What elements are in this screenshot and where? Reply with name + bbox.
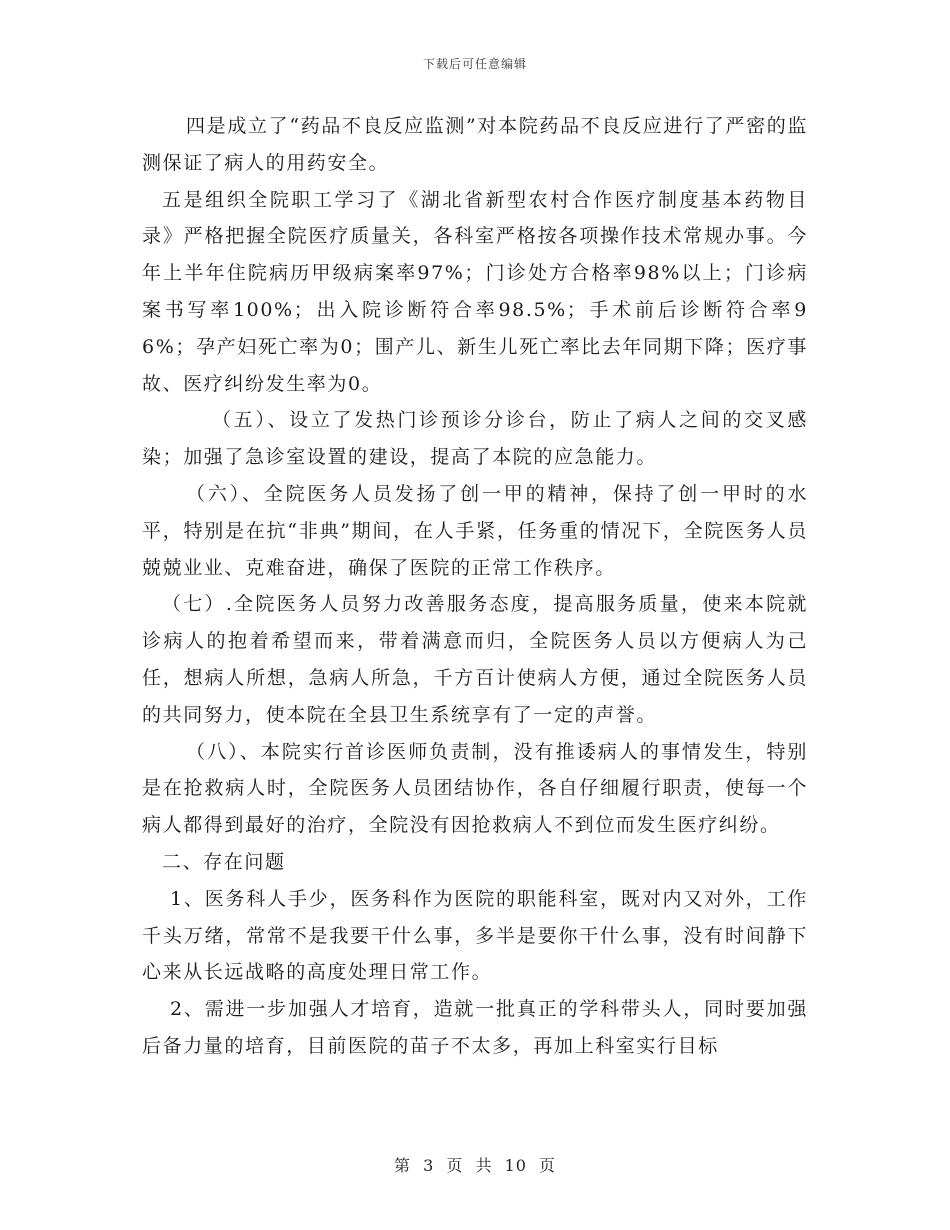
paragraph-service-attitude: （七）.全院医务人员努力改善服务态度，提高服务质量，使来本院就诊病人的抱着希望而来，带着满意而归，全院医务人员以方便病人为己任，想病人所想，急病人所急，千方百计使病人方便，通过全院医务人员的共同努力，使本院在全县卫生系统享有了一定的声誉。 (142, 593, 808, 726)
paragraph-5-quality-control: 五是组织全院职工学习了《湖北省新型农村合作医疗制度基本药物目录》严格把握全院医疗质量关，各科室严格按各项操作技术常规办事。今年上半年住院病历甲级病案率97%；门诊处方合格率98%以上；门诊病案书写率100%；出入院诊断符合率98.5%；手术前后诊断符合率96%；孕产妇死亡率为0；围产儿、新生儿死亡率比去年同期下降；医疗事故、医疗纠纷发生率为0。 (142, 188, 808, 395)
paragraph-4-adr-monitoring: 四是成立了“药品不良反应监测”对本院药品不良反应进行了严密的监测保证了病人的用药安全。 (142, 115, 808, 174)
paragraph-fever-clinic: （五）、设立了发热门诊预诊分诊台，防止了病人之间的交叉感染；加强了急诊室设置的建设，提高了本院的应急能力。 (142, 409, 808, 469)
paragraph-staff-spirit: （六）、全院医务人员发扬了创一甲的精神，保持了创一甲时的水平，特别是在抗“非典”期间，在人手紧，任务重的情况下，全院医务人员兢兢业业、克难奋进，确保了医院的正常工作秩序。 (142, 482, 808, 579)
page-header: 下载后可任意编辑 (422, 57, 527, 71)
paragraph-problem-2: 2、需进一步加强人才培育，造就一批真正的学科带头人，同时要加强后备力量的培育，目前医院的苗子不太多，再加上科室实行目标 (142, 998, 808, 1057)
page-number: 第 3 页 共 10 页 (394, 1156, 556, 1175)
section-heading-problems: 二、存在问题 (162, 850, 286, 873)
paragraph-problem-1: 1、医务科人手少，医务科作为医院的职能科室，既对内又对外，工作千头万绪，常常不是我要干什么事，多半是要你干什么事，没有时间静下心来从长远战略的高度处理日常工作。 (142, 887, 808, 984)
paragraph-first-diagnosis: （八）、本院实行首诊医师负责制，没有推诿病人的事情发生，特别是在抢救病人时，全院医务人员团结协作，各自仔细履行职责，使每一个病人都得到最好的治疗，全院没有因抢救病人不到位而发生医疗纠纷。 (142, 740, 808, 837)
document-body (142, 108, 808, 1065)
